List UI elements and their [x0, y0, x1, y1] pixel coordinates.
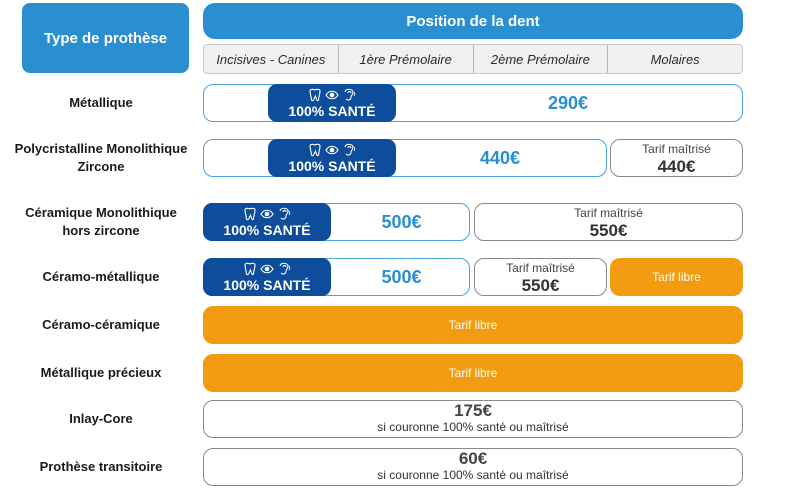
sante-badge: 100% SANTÉ — [203, 258, 331, 296]
sante-icons — [243, 207, 291, 221]
tarif-libre-cell: Tarif libre — [203, 354, 743, 392]
row-label-metallique-precieux: Métallique précieux — [40, 365, 162, 380]
column-1ere-premolaire: 1ère Prémolaire — [339, 45, 474, 73]
column-headers — [203, 44, 743, 74]
eye-icon — [261, 210, 273, 218]
tooth-icon — [310, 144, 320, 155]
sante-badge: 100% SANTÉ — [203, 203, 331, 241]
column-incisives-canines: Incisives - Canines — [204, 45, 339, 73]
tarif-maitrise-cell: Tarif maîtrisé 550€ — [474, 203, 743, 241]
eye-icon — [326, 146, 338, 154]
price-cell-ceramo-metallique: 500€ — [203, 258, 470, 296]
row-label-inlay-core: Inlay-Core — [69, 411, 133, 426]
ear-icon — [280, 208, 290, 219]
ear-icon — [345, 144, 355, 155]
price-cell-metallique: 290€ — [203, 84, 743, 122]
row-label-ceramo-metallique: Céramo-métallique — [42, 269, 160, 284]
type-prothese-header: Type de prothèse — [22, 3, 189, 73]
tarif-libre-cell: Tarif libre — [203, 306, 743, 344]
row-label-ceramique-monolithique: Céramique Monolithique hors zircone — [25, 205, 177, 238]
price-cell-polycristalline: 440€ — [203, 139, 607, 177]
tarif-maitrise-cell: Tarif maîtrisé 550€ — [474, 258, 607, 296]
row-label-ceramo-ceramique: Céramo-céramique — [42, 317, 160, 332]
sante-icons — [243, 262, 291, 276]
eye-icon — [326, 91, 338, 99]
ear-icon — [345, 89, 355, 100]
eye-icon — [261, 265, 273, 273]
tooth-icon — [245, 263, 255, 274]
row-label-metallique: Métallique — [69, 95, 133, 110]
sante-icons — [308, 143, 356, 157]
price-cell-ceramique-monolithique: 500€ — [203, 203, 470, 241]
column-molaires: Molaires — [650, 51, 700, 67]
inlay-core-cell: 175€ si couronne 100% santé ou maîtrisé — [203, 400, 743, 438]
tooth-icon — [245, 208, 255, 219]
ear-icon — [280, 263, 290, 274]
tooth-icon — [310, 89, 320, 100]
position-dent-header: Position de la dent — [203, 3, 743, 39]
tarif-libre-cell: Tarif libre — [610, 258, 743, 296]
prothese-transitoire-cell: 60€ si couronne 100% santé ou maîtrisé — [203, 448, 743, 486]
sante-badge: 100% SANTÉ — [268, 139, 396, 177]
tarif-maitrise-cell: Tarif maîtrisé 440€ — [610, 139, 743, 177]
sante-badge: 100% SANTÉ — [268, 84, 396, 122]
row-label-polycristalline: Polycristalline Monolithique Zircone — [14, 141, 188, 174]
row-label-prothese-transitoire: Prothèse transitoire — [39, 459, 163, 474]
sante-icons — [308, 88, 356, 102]
column-2eme-premolaire: 2ème Prémolaire — [474, 45, 609, 73]
